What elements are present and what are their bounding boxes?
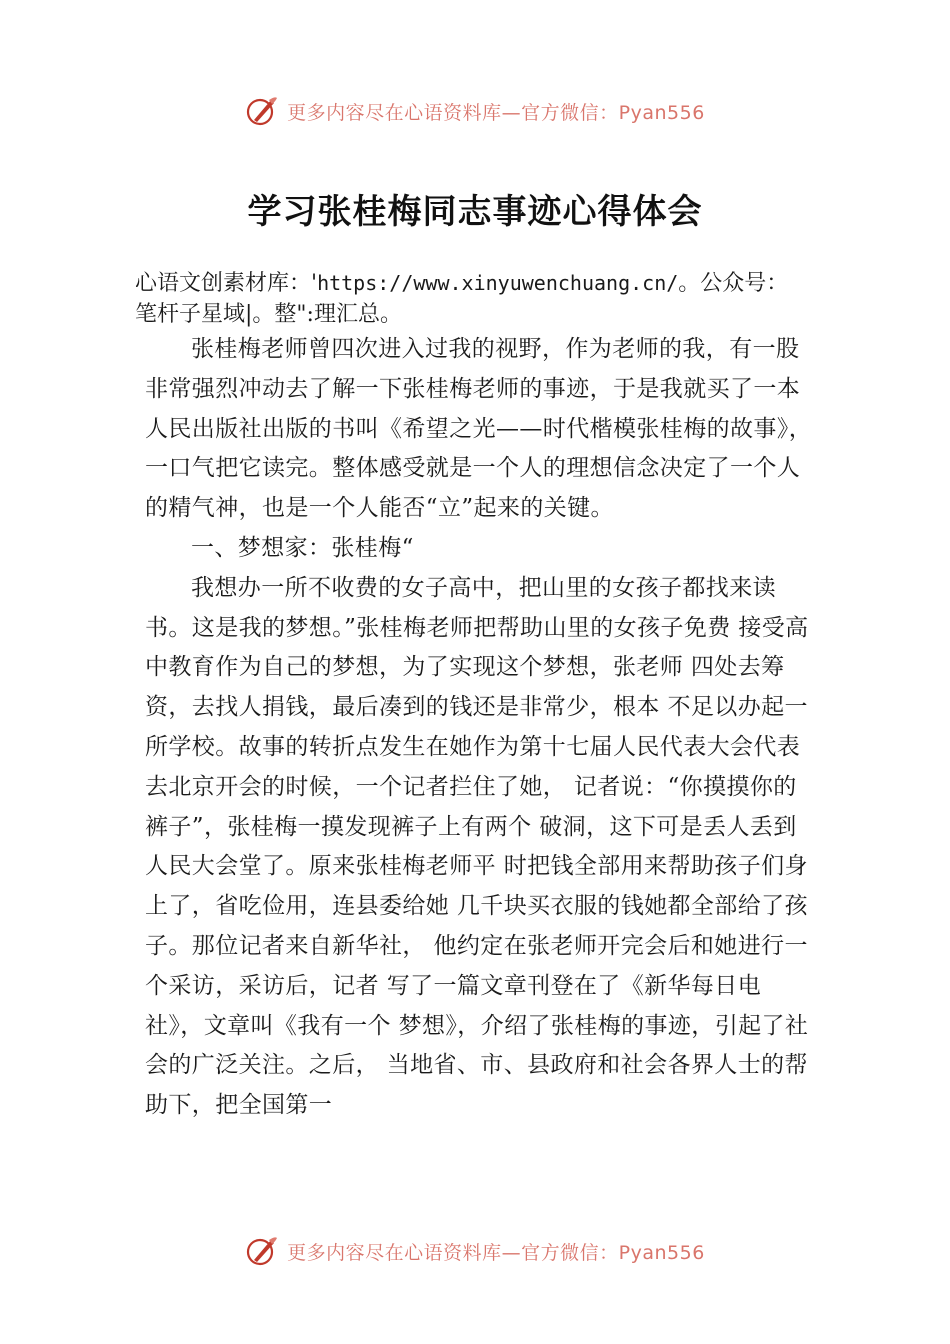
article-body (145, 330, 815, 1126)
footer-banner (0, 1234, 950, 1268)
paragraph-dream: 我想办一所不收费的女子高中，把山里的女孩子都找来读书。这是我的梦想。”张桂梅老师把帮助山里的女孩子免费 接受高中教育作为自己的梦想，为了实现这个梦想，张老师 四处去筹资，去找人捐钱，最后凑到的钱还是非常少，根本 不足以办起一所学校。故事的转折点发生在她作为第十七届人民代表大会代表去北京开会的时候，一个记者拦住了她， 记者说：“你摸摸你的裤子”，张桂梅一摸发现裤子上有两个 破洞，这下可是丢人丢到人民大会堂了。原来张桂梅老师平 时把钱全部用来帮助孩子们身上了，省吃俭用，连县委给她 几千块买衣服的钱她都全部给了孩子。那位记者来自新华社， 他约定在张老师开完会后和她进行一个采访，采访后，记者 写了一篇文章刊登在了《新华每日电社》，文章叫《我有一个 梦想》，介绍了张桂梅的事迹，引起了社会的广泛关注。之后， 当地省、市、县政府和社会各界人士的帮助下，把全国第一 (145, 574, 809, 1119)
paragraph-intro: 张桂梅老师曾四次进入过我的视野，作为老师的我，有一股非常强烈冲动去了解一下张桂梅老师的事迹，于是我就买了一本人民出版社出版的书叫《希望之光——时代楷模张桂梅的故事》，一口气把它读完。整体感受就是一个人的理想信念决定了一个人的精气神，也是一个人能否“立”起来的关键。 (145, 336, 813, 522)
source-line-2: 笔杆子星域|。整":理汇总。 (135, 302, 402, 327)
header-banner (0, 94, 950, 128)
footer-banner-text: 更多内容尽在心语资料库—官方微信：Pyan556 (287, 1241, 705, 1264)
section-heading: 一、梦想家：张桂梅“ (191, 534, 414, 561)
source-suffix: 。公众号： (678, 271, 789, 296)
source-url: https://www.xinyuwenchuang.cn/ (317, 271, 679, 295)
quill-circle-logo-icon (245, 1234, 279, 1268)
page-title: 学习张桂梅同志事迹心得体会 (247, 192, 703, 232)
source-line-1 (135, 268, 855, 299)
source-prefix: 心语文创素材库：' (135, 271, 318, 296)
quill-circle-logo-icon (245, 94, 279, 128)
banner-text: 更多内容尽在心语资料库—官方微信：Pyan556 (287, 101, 705, 124)
source-note (135, 268, 855, 330)
